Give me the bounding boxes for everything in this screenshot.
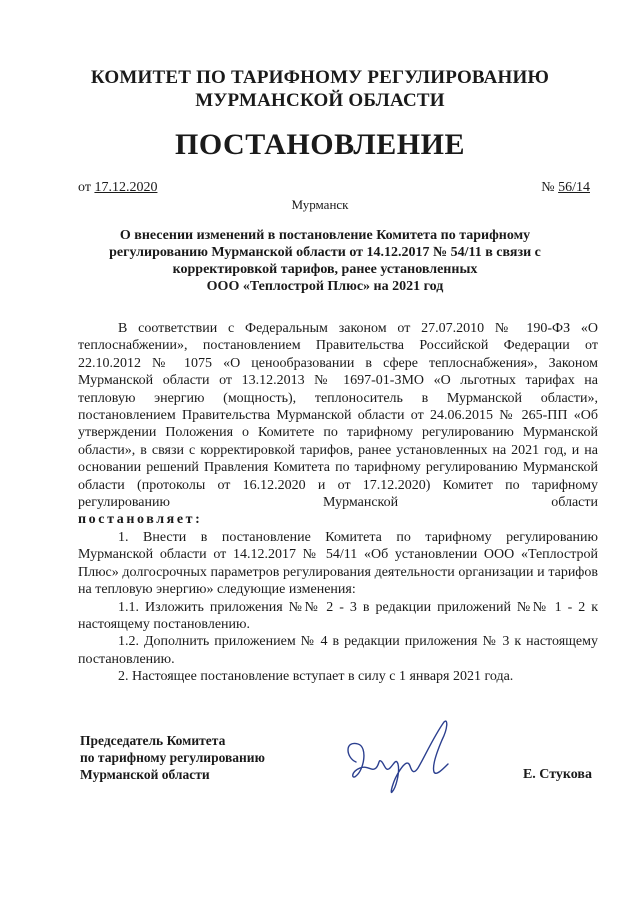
item-1-2: 1.2. Дополнить приложением № 4 в редакции приложения № 3 к настоящему постановлению.	[78, 634, 598, 667]
title-line-1: О внесении изменений в постановление Комитета по тарифному	[119, 228, 531, 243]
signer-position	[80, 732, 265, 783]
document-body	[78, 320, 598, 686]
document-date	[78, 180, 157, 196]
resolves-keyword: постановляет:	[78, 512, 203, 528]
item-1-1: 1.1. Изложить приложения №№ 2 - 3 в редакции приложений №№ 1 - 2 к настоящему постановлению.	[78, 599, 598, 632]
number-prefix: №	[541, 180, 555, 195]
title-line-2: регулированию Мурманской области от 14.12.2017 № 54/11 в связи с	[109, 245, 541, 260]
title-line-4: ООО «Теплострой Плюс» на 2021 год	[206, 279, 444, 294]
item-2: 2. Настоящее постановление вступает в силу с 1 января 2021 года.	[118, 669, 514, 685]
document-number	[541, 180, 590, 196]
signer-position-line-3: Мурманской области	[80, 767, 210, 782]
date-prefix: от	[78, 180, 91, 195]
date-value: 17.12.2020	[94, 180, 158, 195]
organization-line-1: КОМИТЕТ ПО ТАРИФНОМУ РЕГУЛИРОВАНИЮ	[90, 67, 550, 88]
handwritten-signature	[338, 710, 468, 800]
signature-stroke	[348, 721, 448, 792]
preamble-paragraph: В соответствии с Федеральным законом от 27.07.2010 № 190-ФЗ «О теплоснабжении», постановлением Правительства Российской Федерации от 22.10.2012 № 1075 «О ценообразовании в сфере теплоснабжения», Законом Мурманской области от 13.12.2013 № 1697-01-ЗМО «О льготных тарифах на тепловую энергию (мощность), теплоноситель в Мурманской области», постановлением Правительства Мурманской области от 24.06.2015 № 265-ПП «Об утверждении Положения о Комитете по тарифному регулированию Мурманской области», в связи с корректировкой тарифов, ранее установленных на 2021 год, и на основании решений Правления Комитета по тарифному регулированию Мурманской области (протоколы от 16.12.2020 и от 17.12.2020) Комитет по тарифному регулированию Мурманской области	[78, 321, 598, 511]
signer-position-line-1: Председатель Комитета	[80, 733, 226, 748]
organization-name	[0, 66, 640, 112]
item-1: 1. Внести в постановление Комитета по тарифному регулированию Мурманской области от 14.12.2017 № 54/11 «Об установлении ООО «Теплострой Плюс» долгосрочных параметров регулирования деятельности организации и тарифов на тепловую энергию» следующие изменения:	[78, 529, 598, 598]
title-line-3: корректировкой тарифов, ранее установленных	[172, 262, 478, 277]
signer-name: Е. Стукова	[522, 767, 592, 782]
document-title	[80, 227, 570, 295]
number-value: 56/14	[558, 180, 590, 195]
city: Мурманск	[291, 197, 349, 212]
document-type: ПОСТАНОВЛЕНИЕ	[175, 128, 465, 161]
organization-line-2: МУРМАНСКОЙ ОБЛАСТИ	[195, 90, 445, 111]
signer-position-line-2: по тарифному регулированию	[80, 750, 265, 765]
